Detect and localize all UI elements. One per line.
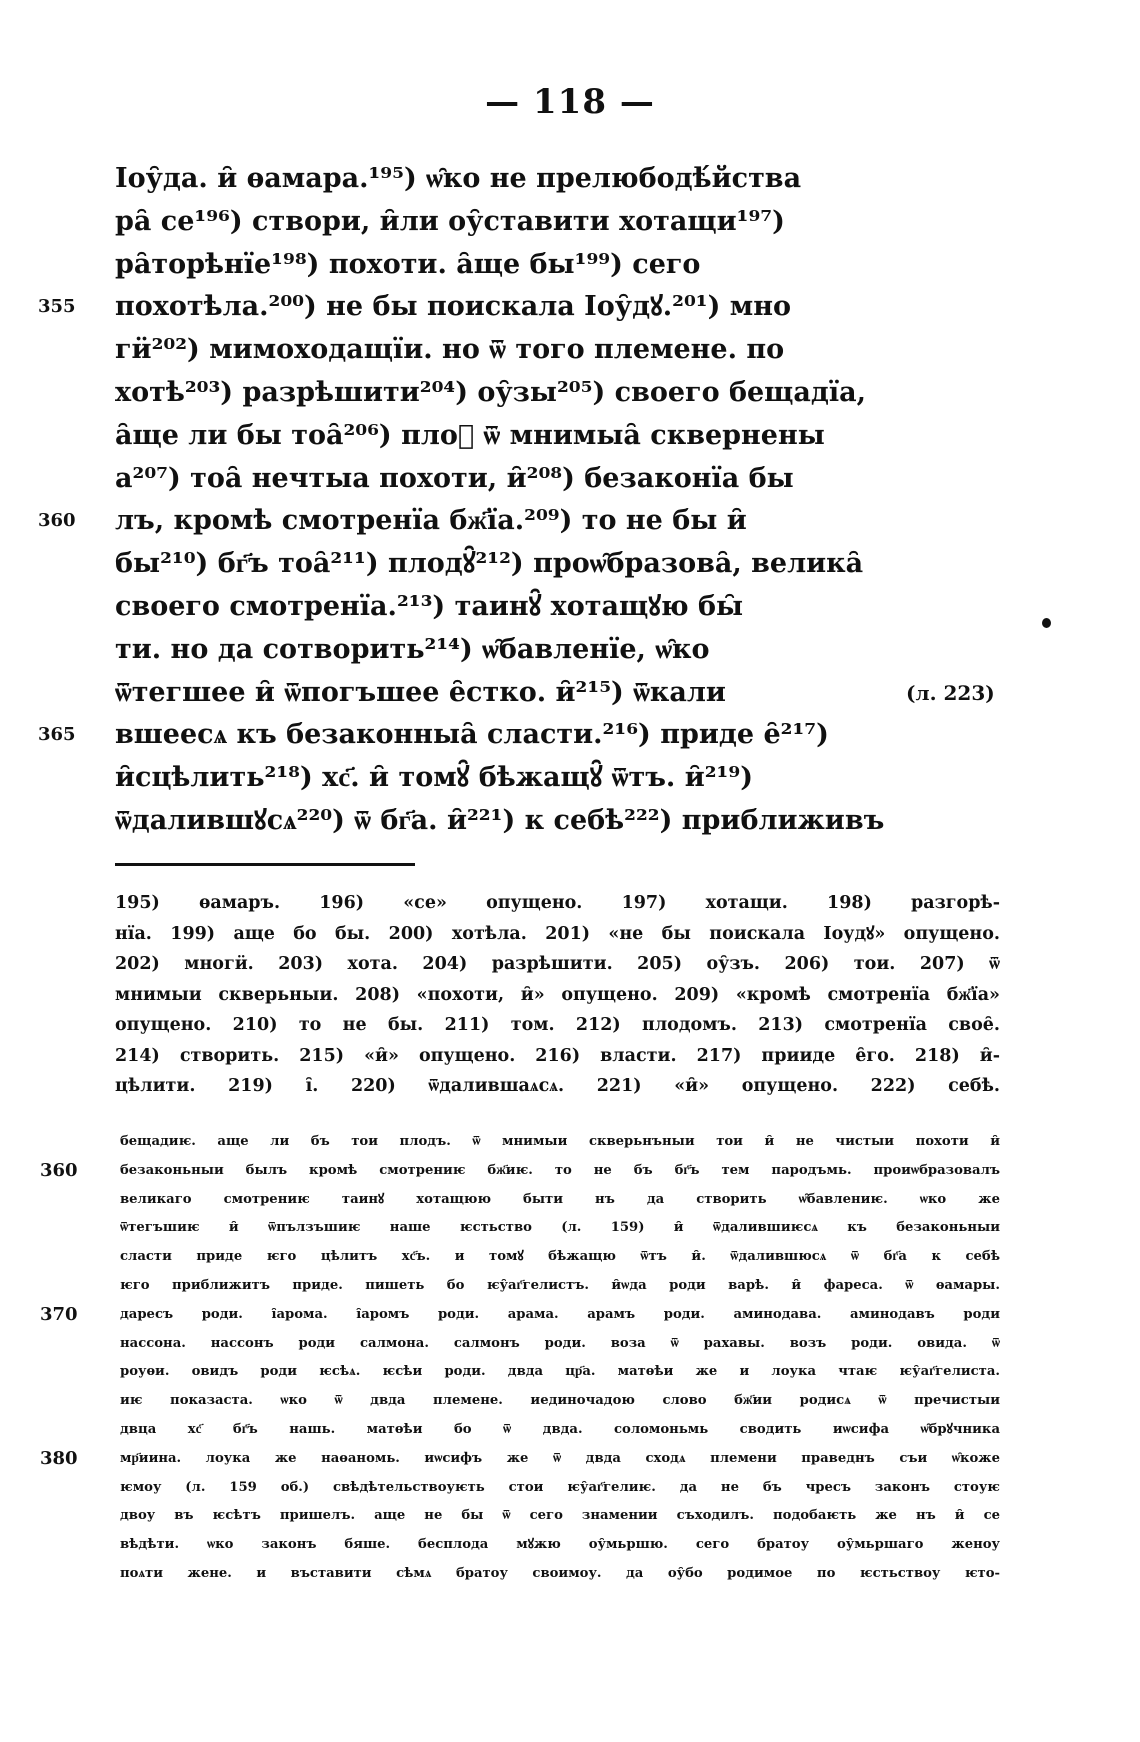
line-text: ра̑ се¹⁹⁶) створи, и̑ли оу̑ставити хотащи¹⁹⁷) xyxy=(115,205,785,237)
footnote-line: цѣлити. 219) і̑. 220) ѿдалившаѧсѧ. 221) «и̑» опущено. 222) себѣ. xyxy=(115,1076,1000,1096)
main-line xyxy=(0,543,1140,586)
line-text: ѿдалившꙋсѧ²²⁰) ѿ бг҃а. и̑²²¹) к себѣ²²²) приближивъ xyxy=(115,804,885,836)
variant-line xyxy=(0,1272,1140,1301)
line-text: хотѣ²⁰³) разрѣшити²⁰⁴) оу̑зы²⁰⁵) своего бещадїа, xyxy=(115,376,867,408)
footnote-line: 195) ѳамаръ. 196) «се» опущено. 197) хотащи. 198) разгорѣ- xyxy=(115,893,1000,913)
main-line xyxy=(0,757,1140,800)
main-line xyxy=(0,800,1140,843)
line-text: даресъ роди. і̑арома. і̑аромъ роди. арама. арамъ роди. аминодава. аминодавъ роди xyxy=(120,1306,1000,1322)
line-text: ѿтегъшиѥ и̑ ѿпълзъшиѥ наше ѥстьство (л. 159) и̑ ѿдалившиѥсѧ къ безаконьныи xyxy=(120,1220,1000,1236)
footnote-divider xyxy=(115,863,415,866)
line-text: ѿтегшее и̑ ѿпогъшее е̑стко. и̑²¹⁵) ѿкали xyxy=(115,676,726,708)
main-line xyxy=(0,201,1140,244)
variant-line xyxy=(0,1445,1140,1474)
page-number: — 118 — xyxy=(485,82,655,122)
margin-note: (л. 223) xyxy=(906,680,995,705)
line-text: вѣдѣти. ѡко законъ бяше. бесплода мꙋжю оу̑мьршю. сего братоу оу̑мьршаго женоу xyxy=(120,1537,1000,1553)
line-text: великаго смотрениѥ таинꙋ хотащюю быти нъ да створить ѡ̑бавлениѥ. ѡко же xyxy=(120,1191,1000,1207)
variant-text-block xyxy=(0,1128,1140,1589)
variant-line xyxy=(0,1387,1140,1416)
line-text: гӥ²⁰²) мимоходащїи. но ѿ того племене. по xyxy=(115,334,785,366)
main-line xyxy=(0,629,1140,672)
main-line xyxy=(0,329,1140,372)
line-text: а²⁰⁷) тоа̑ нечтыа похоти, и̑²⁰⁸) безаконїа бы xyxy=(115,462,794,494)
line-number: 355 xyxy=(38,296,76,318)
main-line xyxy=(0,500,1140,543)
line-number: 360 xyxy=(40,1159,78,1181)
line-text: безаконьныи былъ кромѣ смотрениѥ бж҃иѥ. то не бъ бг҃ъ тем пародъмь. проиѡбразовалъ xyxy=(120,1162,1000,1178)
footnote-line: 214) створить. 215) «и̑» опущено. 216) власти. 217) прииде е̑го. 218) и̑- xyxy=(115,1045,1000,1066)
variant-line xyxy=(0,1330,1140,1359)
line-text: Ioу̑да. и̑ ѳамара.¹⁹⁵) ѡ̑ко не прелюбодѣ́йства xyxy=(115,163,802,194)
footnotes-block xyxy=(115,888,1000,1102)
footnote-line: нїа. 199) аще бо бы. 200) хотѣла. 201) «не бы поискала Iоудꙋ» опущено. xyxy=(115,923,1000,944)
variant-line xyxy=(0,1416,1140,1445)
main-line xyxy=(0,714,1140,757)
line-text: бещадиѥ. аще ли бъ тои плодъ. ѿ мнимыи скверьнъныи тои и̑ не чистыи похоти и̑ xyxy=(120,1134,1000,1149)
main-line xyxy=(0,415,1140,458)
line-text: ѥго приближитъ приде. пишеть бо ѥу̑аг҃гелистъ. и̑ѡда роди варѣ. и̑ фареса. ѿ ѳамары. xyxy=(120,1277,1000,1293)
line-text: иѥ показаста. ѡко ѿ двда племене. иединочадою слово бж҃ии родисѧ ѿ пречистыи xyxy=(120,1393,1000,1409)
line-text: лъ, кромѣ смотренїа бж҃їа.²⁰⁹) то не бы и̑ xyxy=(115,505,747,537)
main-line xyxy=(0,244,1140,287)
variant-line xyxy=(0,1186,1140,1215)
line-text: двоу въ ѥсѣтъ пришелъ. аще не бы ѿ сего знамении съходилъ. подобаѥть же нъ и̑ се xyxy=(120,1508,1000,1524)
main-line xyxy=(0,458,1140,501)
line-text: ти. но да сотворить²¹⁴) ѡ̑бавленїе, ѡ̑ко xyxy=(115,633,710,665)
variant-line xyxy=(0,1358,1140,1387)
main-text-block xyxy=(0,158,1140,843)
main-line xyxy=(0,372,1140,415)
variant-line xyxy=(0,1560,1140,1589)
line-text: ра̑торѣнїе¹⁹⁸) похоти. а̑ще бы¹⁹⁹) сего xyxy=(115,248,701,280)
line-number: 380 xyxy=(40,1447,78,1469)
ink-speck xyxy=(1042,618,1051,628)
line-text: ѥмоу (л. 159 об.) свѣдѣтельствоуѥть стои ѥу̑аг҃гелиѥ. да не бъ чресъ законъ стоуѥ xyxy=(120,1479,1000,1495)
variant-line xyxy=(0,1128,1140,1157)
line-text: и̑сцѣлить²¹⁸) хс҃. и̑ томꙋ̑ бѣжащꙋ̑ ѿтъ. и̑²¹⁹) xyxy=(115,762,753,794)
variant-line xyxy=(0,1301,1140,1330)
line-text: поѧти жене. и въставити сѣмѧ братоу своимоу. да оу̑бо родимое по ѥстьствоу ѥто- xyxy=(120,1565,1000,1581)
line-text: нассона. нассонъ роди салмона. салмонъ роди. воза ѿ рахавы. возъ роди. овида. ѿ xyxy=(120,1335,1000,1351)
footnote-line: 202) многӥ. 203) хота. 204) разрѣшити. 205) оу̑зъ. 206) тои. 207) ѿ xyxy=(115,954,1000,974)
main-line xyxy=(0,586,1140,629)
main-line xyxy=(0,158,1140,201)
line-text: бы²¹⁰) бг҃ъ тоа̑²¹¹) плодꙋ̑²¹²) проѡ̑бразова̑, велика̑ xyxy=(115,548,864,580)
line-text: роуѳи. овидъ роди ѥсѣѧ. ѥсѣи роди. двда цр҃а. матѳѣи же и лоука чтаѥ ѥу̑аг҃гелиста. xyxy=(120,1364,1000,1380)
line-number: 360 xyxy=(38,510,76,532)
line-text: вшеесѧ къ безаконныа̑ сласти.²¹⁶) приде е̑²¹⁷) xyxy=(115,719,829,751)
line-text: сласти приде ѥго цѣлитъ хс҃ъ. и томꙋ бѣжащю ѿтъ и̑. ѿдалившюсѧ ѿ бг҃а к себѣ xyxy=(120,1249,1000,1265)
variant-line xyxy=(0,1474,1140,1503)
line-text: своего смотренїа.²¹³) таинꙋ̑ хотащꙋю бы̑ xyxy=(115,590,744,622)
line-number: 370 xyxy=(40,1303,78,1325)
line-text: двца хс҃ бг҃ъ нашь. матѳѣи бо ѿ двда. соломоньмь сводить иѡсифа ѡ̑брꙋчника xyxy=(120,1421,1000,1437)
variant-line xyxy=(0,1243,1140,1272)
line-text: а̑ще ли бы тоа̑²⁰⁶) плоⷣ ѿ мнимыа̑ сквернены xyxy=(115,419,825,451)
line-text: мр҃иина. лоука же наѳаномь. иѡсифъ же ѿ двда сходѧ племени праведнъ съи ѡ̑коже xyxy=(120,1450,1000,1466)
variant-line xyxy=(0,1502,1140,1531)
line-number: 365 xyxy=(38,724,76,746)
main-line xyxy=(0,672,1140,715)
variant-line xyxy=(0,1157,1140,1186)
variant-line xyxy=(0,1214,1140,1243)
main-line xyxy=(0,286,1140,329)
footnote-line: мнимыи скверьныи. 208) «похоти, и̑» опущено. 209) «кромѣ смотренїа бж҃їа» xyxy=(115,984,1000,1005)
line-text: похотѣла.²⁰⁰) не бы поискала Ioу̑дꙋ.²⁰¹) мно xyxy=(115,291,792,323)
variant-line xyxy=(0,1531,1140,1560)
footnote-line: опущено. 210) то не бы. 211) том. 212) плодомъ. 213) смотренїа свое̑. xyxy=(115,1015,1000,1035)
